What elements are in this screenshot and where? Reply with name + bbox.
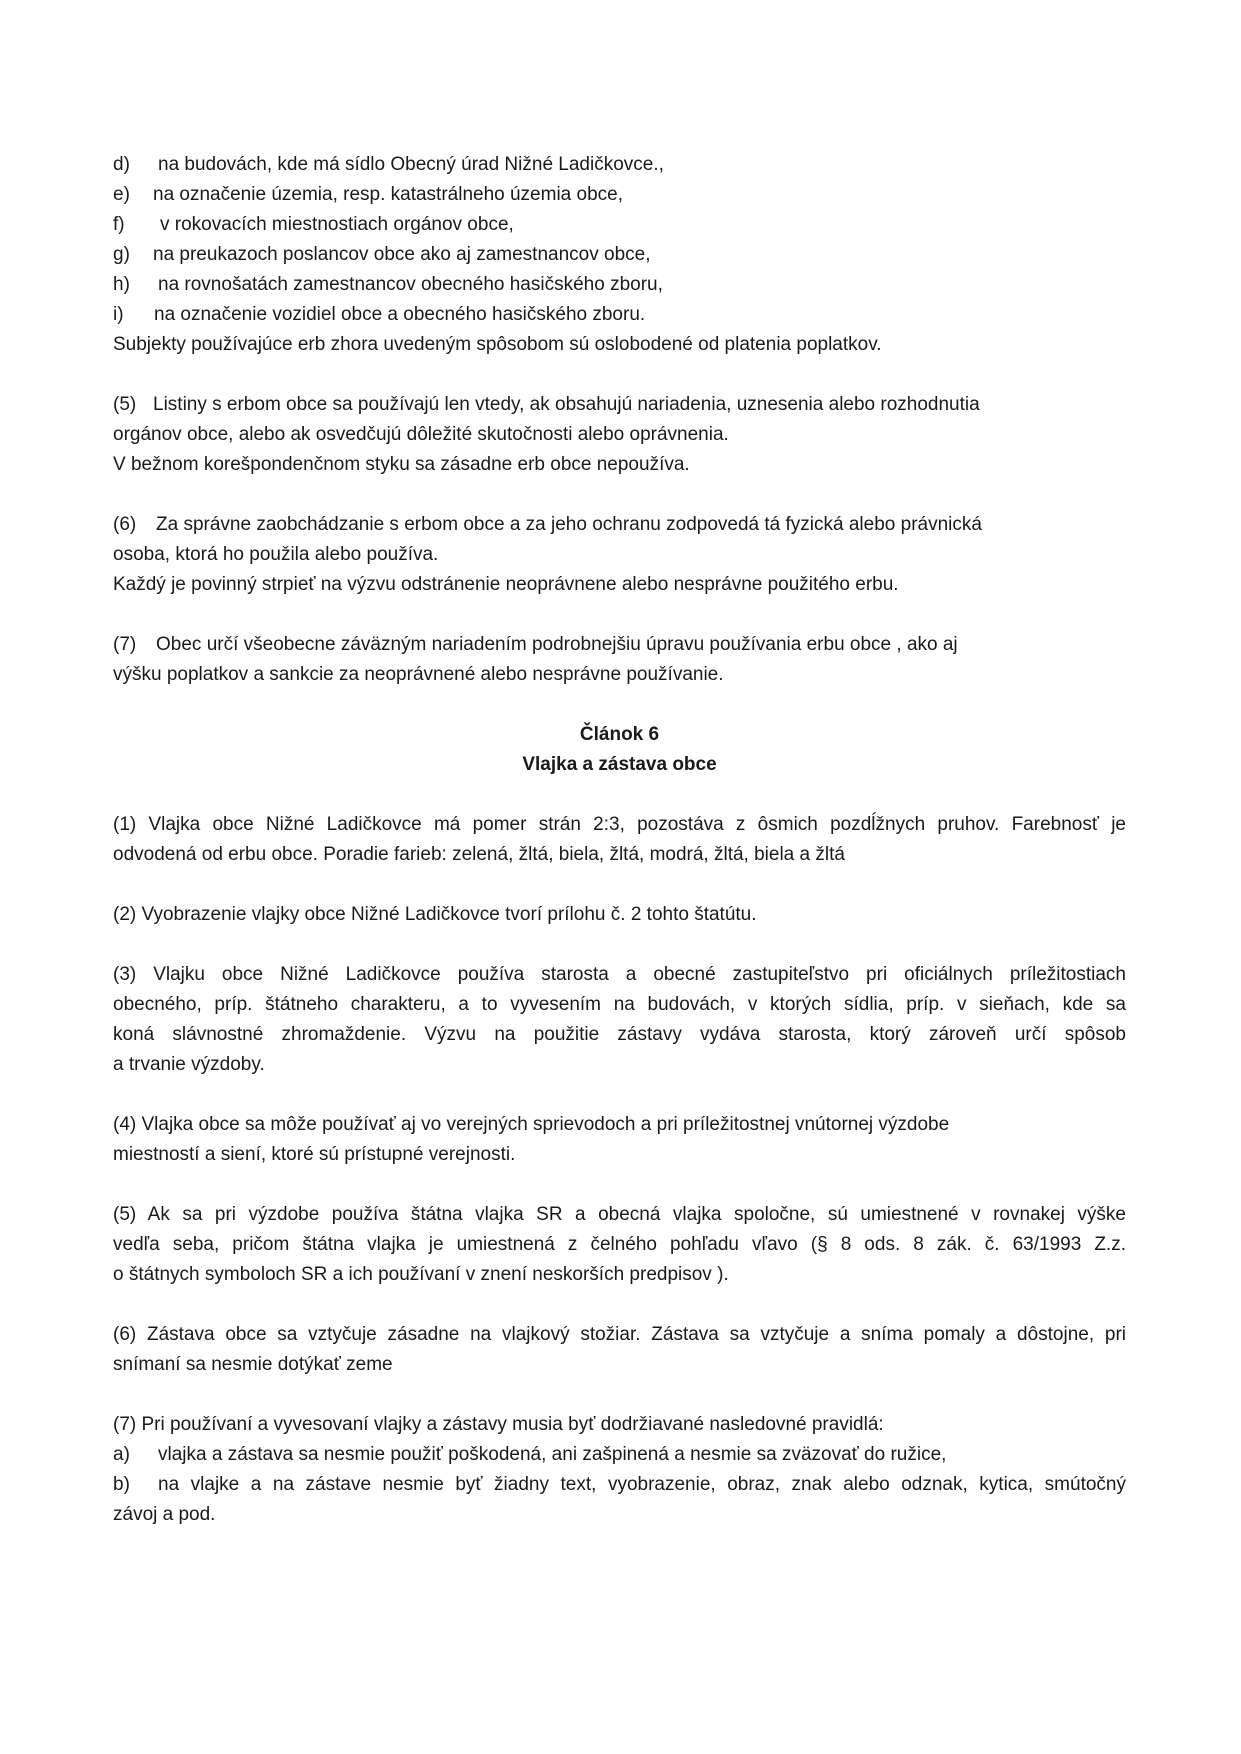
paragraph-line: o štátnych symboloch SR a ich používaní v znení neskorších predpisov ). xyxy=(113,1264,729,1285)
article-paragraph-4 xyxy=(113,1110,1126,1170)
list-text: na vlajke a na zástave nesmie byť žiadny text, vyobrazenie, obraz, znak alebo odznak, kytica, smútočný xyxy=(158,1474,1126,1495)
article-paragraph-3 xyxy=(113,960,1126,1080)
paragraph-line: (2) Vyobrazenie vlajky obce Nižné Ladičkovce tvorí prílohu č. 2 tohto štatútu. xyxy=(113,904,757,925)
paragraph-line: orgánov obce, alebo ak osvedčujú dôležité skutočnosti alebo oprávnenia. xyxy=(113,424,729,445)
paragraph-line: Každý je povinný strpieť na výzvu odstránenie neoprávnene alebo nesprávne použitého erbu. xyxy=(113,574,899,595)
article-paragraph-7 xyxy=(113,1410,1126,1530)
rule-item-b xyxy=(113,1470,1126,1500)
paragraph-line: miestností a siení, ktoré sú prístupné verejnosti. xyxy=(113,1144,516,1165)
list-text: v rokovacích miestnostiach orgánov obce, xyxy=(160,214,514,235)
article-number: Článok 6 xyxy=(579,724,660,745)
list-item-e xyxy=(113,180,1126,210)
list-text-continuation: závoj a pod. xyxy=(113,1504,216,1525)
paragraph-line: odvodená od erbu obce. Poradie farieb: zelená, žltá, biela, žltá, modrá, žltá, biela a žltá xyxy=(113,844,845,865)
paragraph-line xyxy=(113,630,1126,660)
paragraph-line: a trvanie výzdoby. xyxy=(113,1054,265,1075)
paragraph-number: (6) xyxy=(113,514,137,535)
paragraph-line: V bežnom korešpondenčnom styku sa zásadne erb obce nepoužíva. xyxy=(113,454,690,475)
list-text: na označenie územia, resp. katastrálneho územia obce, xyxy=(153,184,623,205)
list-top xyxy=(113,150,1126,360)
article-paragraph-1 xyxy=(113,810,1126,870)
list-marker: i) xyxy=(113,304,124,325)
paragraph-number: (5) xyxy=(113,394,137,415)
list-item-f xyxy=(113,210,1126,240)
article-paragraph-2 xyxy=(113,900,1126,930)
list-top-note: Subjekty používajúce erb zhora uvedeným spôsobom sú oslobodené od platenia poplatkov. xyxy=(113,334,882,355)
document-page xyxy=(113,150,1126,1530)
list-item-d xyxy=(113,150,1126,180)
list-marker: h) xyxy=(113,274,130,295)
paragraph-line: (1) Vlajka obce Nižné Ladičkovce má pomer strán 2:3, pozostáva z ôsmich pozdĺžnych pruhov. Farebnosť je xyxy=(113,814,1126,835)
list-text: na budovách, kde má sídlo Obecný úrad Nižné Ladičkovce., xyxy=(158,154,664,175)
list-item-h xyxy=(113,270,1126,300)
paragraph-line: obecného, príp. štátneho charakteru, a to vyvesením na budovách, v ktorých sídlia, príp. v sieňach, kde sa xyxy=(113,994,1126,1015)
list-marker: f) xyxy=(113,214,125,235)
paragraph-line: výšku poplatkov a sankcie za neoprávnené alebo nesprávne používanie. xyxy=(113,664,724,685)
list-text: na označenie vozidiel obce a obecného hasičského zboru. xyxy=(154,304,646,325)
list-item-i xyxy=(113,300,1126,330)
list-marker: e) xyxy=(113,184,130,205)
paragraph-line xyxy=(113,510,1126,540)
paragraph-line: vedľa seba, pričom štátna vlajka je umiestnená z čelného pohľadu vľavo (§ 8 ods. 8 zák. č. 63/1993 Z.z. xyxy=(113,1234,1126,1255)
list-marker: g) xyxy=(113,244,130,265)
paragraph-7 xyxy=(113,630,1126,690)
list-marker: a) xyxy=(113,1444,130,1465)
paragraph-text: Za správne zaobchádzanie s erbom obce a za jeho ochranu zodpovedá tá fyzická alebo právnická xyxy=(156,514,982,535)
article-paragraph-5 xyxy=(113,1200,1126,1290)
article-paragraph-6 xyxy=(113,1320,1126,1380)
paragraph-line: (6) Zástava obce sa vztyčuje zásadne na vlajkový stožiar. Zástava sa vztyčuje a sníma pomaly a dôstojne, pri xyxy=(113,1324,1126,1345)
paragraph-line: (5) Ak sa pri výzdobe používa štátna vlajka SR a obecná vlajka spoločne, sú umiestnené v rovnakej výške xyxy=(113,1204,1126,1225)
list-text: vlajka a zástava sa nesmie použiť poškodená, ani zašpinená a nesmie sa zväzovať do ružice, xyxy=(158,1444,947,1465)
paragraph-text: Obec určí všeobecne záväzným nariadením podrobnejšiu úpravu používania erbu obce , ako aj xyxy=(156,634,958,655)
paragraph-text: Listiny s erbom obce sa používajú len vtedy, ak obsahujú nariadenia, uznesenia alebo rozhodnutia xyxy=(153,394,980,415)
paragraph-line: (3) Vlajku obce Nižné Ladičkovce používa starosta a obecné zastupiteľstvo pri oficiálnych príležitostiach xyxy=(113,964,1126,985)
list-marker: b) xyxy=(113,1474,130,1495)
paragraph-line: koná slávnostné zhromaždenie. Výzvu na použitie zástavy vydáva starosta, ktorý zároveň určí spôsob xyxy=(113,1024,1126,1045)
article-title: Vlajka a zástava obce xyxy=(522,754,717,775)
paragraph-number: (7) xyxy=(113,634,137,655)
paragraph-5 xyxy=(113,390,1126,480)
paragraph-6 xyxy=(113,510,1126,600)
paragraph-line: (7) Pri používaní a vyvesovaní vlajky a zástavy musia byť dodržiavané nasledovné pravidlá: xyxy=(113,1414,884,1435)
list-text: na rovnošatách zamestnancov obecného hasičského zboru, xyxy=(158,274,663,295)
paragraph-line: osoba, ktorá ho použila alebo používa. xyxy=(113,544,439,565)
list-item-g xyxy=(113,240,1126,270)
rule-item-a xyxy=(113,1440,1126,1470)
paragraph-line: (4) Vlajka obce sa môže používať aj vo verejných sprievodoch a pri príležitostnej vnútornej výzdobe xyxy=(113,1114,950,1135)
list-marker: d) xyxy=(113,154,130,175)
article-heading xyxy=(113,720,1126,780)
list-text: na preukazoch poslancov obce ako aj zamestnancov obce, xyxy=(153,244,651,265)
paragraph-line: snímaní sa nesmie dotýkať zeme xyxy=(113,1354,393,1375)
paragraph-line xyxy=(113,390,1126,420)
